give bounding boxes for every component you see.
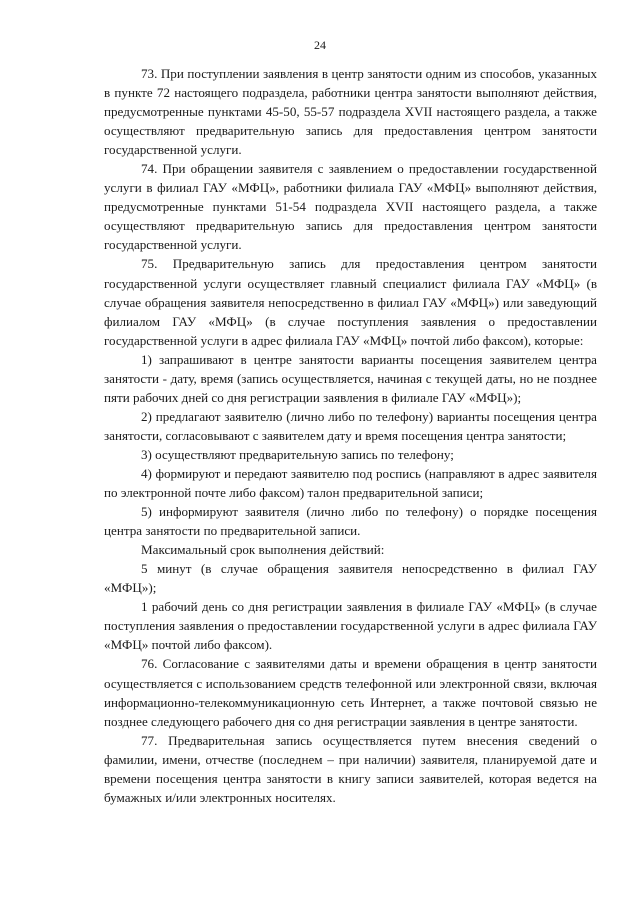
paragraph-73: 73. При поступлении заявления в центр занятости одним из способов, указанных в пункте 72 настоящего подраздела, работники центра занятости выполняют действия, предусмотренные пунктами 45-50, 55-57 подраздела XVII настоящего раздела, а также осуществляют предварительную запись для предоставления центром занятости государственной услуги. [104, 66, 597, 158]
deadline-heading: Максимальный срок выполнения действий: [141, 542, 385, 558]
paragraph-75: 75. Предварительную запись для предоставления центром занятости государственной услуги осуществляет главный специалист филиала ГАУ «МФЦ» (в случае обращения заявителя непосредственно в филиал ГАУ «МФЦ») или заведующий филиалом ГАУ «МФЦ» (в случае поступления заявления о предоставлении государственной услуги в адрес филиала ГАУ «МФЦ» почтой либо факсом), которые: [104, 256, 597, 348]
list-item-1: 1) запрашивают в центре занятости варианты посещения заявителем центра занятости - дату, время (запись осуществляется, начиная с текущей даты, но не позднее пяти рабочих дней со дня регистрации заявления в филиале ГАУ «МФЦ»); [104, 351, 597, 405]
deadline-item-2: 1 рабочий день со дня регистрации заявления в филиале ГАУ «МФЦ» (в случае поступления заявления о предоставлении государственной услуги в адрес филиала ГАУ «МФЦ» почтой либо факсом). [104, 599, 597, 653]
deadline-item-1: 5 минут (в случае обращения заявителя непосредственно в филиал ГАУ «МФЦ»); [104, 561, 597, 596]
document-body [104, 64, 597, 807]
paragraph-76: 76. Согласование с заявителями даты и времени обращения в центр занятости осуществляется с использованием средств телефонной или электронной связи, включая информационно-телекоммуникационную сеть Интернет, а также почтовой связью не позднее следующего рабочего дня со дня регистрации заявления в центре занятости. [104, 656, 597, 729]
list-item-3: 3) осуществляют предварительную запись по телефону; [141, 446, 454, 462]
list-item-2: 2) предлагают заявителю (лично либо по телефону) варианты посещения центра занятости, согласовывают с заявителем дату и время посещения центра занятости; [104, 408, 597, 443]
list-item-5: 5) информируют заявителя (лично либо по телефону) о порядке посещения центра занятости по предварительной записи. [104, 504, 597, 539]
paragraph-77: 77. Предварительная запись осуществляется путем внесения сведений о фамилии, имени, отчестве (последнем – при наличии) заявителя, планируемой дате и времени посещения центра занятости в книгу записи заявителей, которая ведется на бумажных и/или электронных носителях. [104, 732, 597, 805]
paragraph-74: 74. При обращении заявителя с заявлением о предоставлении государственной услуги в филиал ГАУ «МФЦ», работники филиала ГАУ «МФЦ» выполняют действия, предусмотренные пунктами 51-54 подраздела XVII настоящего раздела, а также осуществляют предварительную запись для предоставления центром занятости государственной услуги. [104, 161, 597, 253]
list-item-4: 4) формируют и передают заявителю под роспись (направляют в адрес заявителя по электронной почте либо факсом) талон предварительной записи; [104, 465, 597, 501]
page-number: 24 [314, 38, 326, 52]
